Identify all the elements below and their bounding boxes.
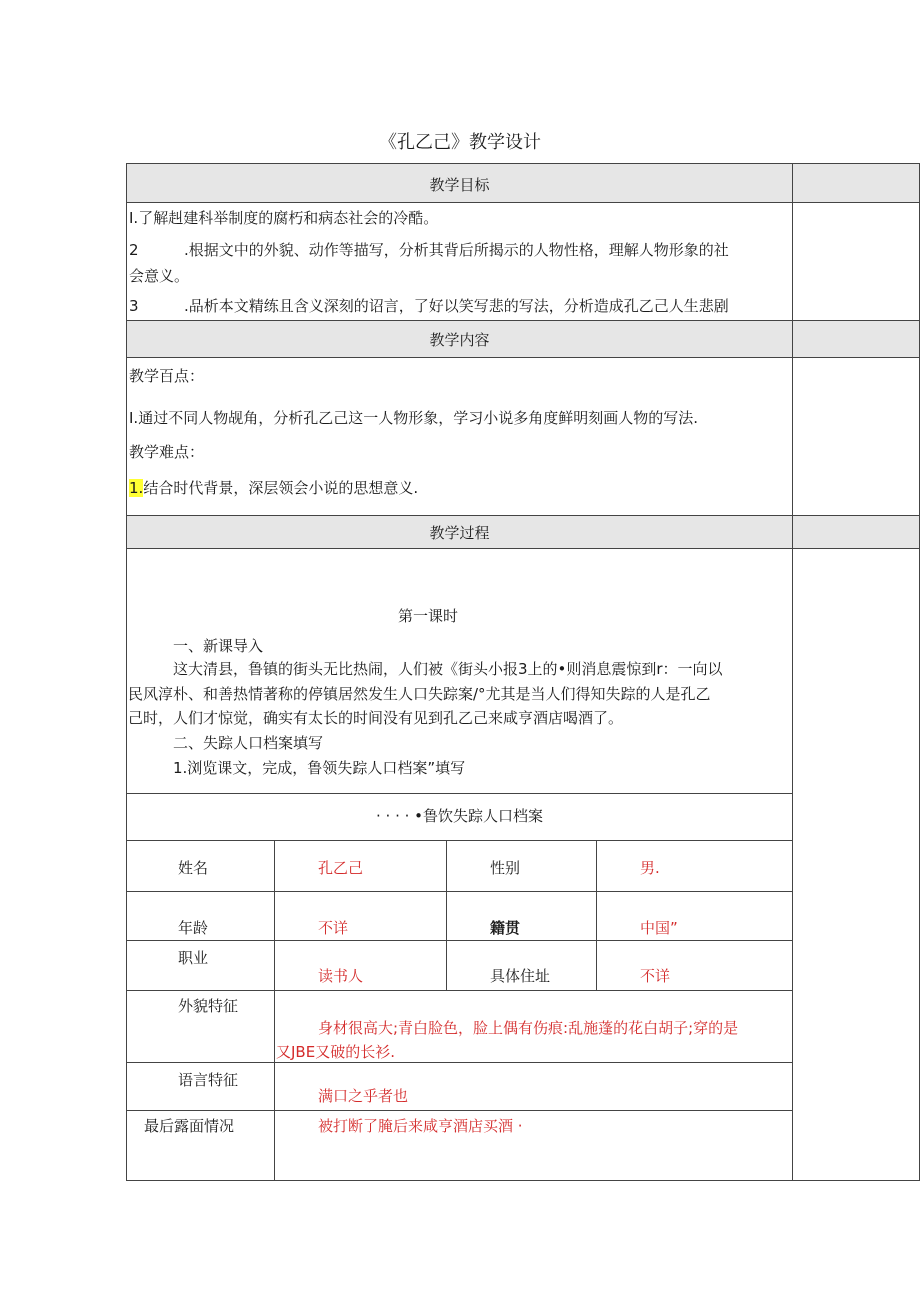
section-archive-heading: 二、失踪人口档案填写 <box>173 734 324 752</box>
goals-heading: 教学目标 <box>429 176 490 194</box>
appearance-line-1: 身材很高大;青白脸色，脸上偶有伤痕:乱施蓬的花白胡子;穿的是 <box>318 1019 739 1037</box>
age-value: 不详 <box>318 919 349 937</box>
goal-item-3-number: 3 <box>129 297 139 315</box>
speech-label: 语言特征 <box>178 1071 239 1089</box>
intro-paragraph-line2: 民风淳朴、和善热情著称的停镇居然发生人口失踪案/°尤其是当人们得知失踪的人是孔乙 <box>128 685 711 703</box>
origin-label: 籍贯 <box>490 919 521 937</box>
archive-row-divider-5 <box>126 1110 793 1111</box>
goal-item-2-number: 2 <box>129 241 139 259</box>
address-label: 具体住址 <box>490 967 551 985</box>
process-heading: 教学过程 <box>429 524 490 542</box>
speech-value: 满口之乎者也 <box>318 1087 409 1105</box>
section-intro-heading: 一、新课导入 <box>173 637 264 655</box>
archive-row-divider-3 <box>126 990 793 991</box>
difficulty-label: 教学难点： <box>129 443 205 461</box>
goal-item-2-cont: 会意义。 <box>129 267 190 285</box>
key-points-label: 教学百点： <box>129 367 205 385</box>
archive-row-divider-1 <box>126 891 793 892</box>
archive-row-divider-2 <box>126 940 793 941</box>
side-column-divider <box>792 163 793 1181</box>
name-value: 孔乙己 <box>318 859 364 877</box>
gender-label: 性别 <box>490 859 521 877</box>
appearance-line-2: 又JBE又破的长衫. <box>276 1043 395 1061</box>
goal-item-2: .根据文中的外貌、动作等描写，分析其背后所揭示的人物性格，理解人物形象的社 <box>184 241 729 259</box>
content-header-side <box>792 320 920 358</box>
occupation-value: 读书人 <box>318 967 364 985</box>
archive-col-divider-2 <box>446 840 447 990</box>
appearance-label: 外貌特征 <box>178 997 239 1015</box>
difficulty-number-highlight: 1. <box>129 479 144 497</box>
archive-title-border <box>126 840 793 841</box>
address-value: 不详 <box>640 967 671 985</box>
gender-value: 男. <box>640 859 660 877</box>
difficulty-text: 结合时代背景，深层领会小说的思想意义. <box>143 479 419 497</box>
archive-title: · · · · •鲁饮失踪人口档案 <box>376 807 543 825</box>
goal-item-3: .品析本文精练且含义深刻的诏言，了好以笑写悲的写法，分析造成孔乙己人生悲剧 <box>184 297 729 315</box>
key-point-item: I.通过不同人物觇角，分析孔乙己这一人物形象，学习小说多角度鲜明刻画人物的写法. <box>129 409 698 427</box>
archive-col-divider-3 <box>596 840 597 990</box>
lesson-title: 第一课时 <box>397 607 458 625</box>
occupation-label: 职业 <box>178 949 209 967</box>
goals-header-side <box>792 163 920 203</box>
process-header-side <box>792 515 920 549</box>
archive-task: 1.浏览课文，完成，鲁领失踪人口档案”填写 <box>173 759 466 777</box>
origin-value: 中国” <box>640 919 678 937</box>
difficulty-item <box>129 478 418 498</box>
age-label: 年龄 <box>178 919 209 937</box>
document-title: 《孔乙己》教学设计 <box>379 132 541 153</box>
goal-item-1: I.了解赳建科举制度的腐朽和病态社会的冷酷。 <box>129 209 439 227</box>
last-seen-label: 最后露面情况 <box>144 1117 235 1135</box>
content-heading: 教学内容 <box>429 331 490 349</box>
archive-top-border <box>126 793 793 794</box>
archive-row-divider-4 <box>126 1062 793 1063</box>
intro-paragraph-line1: 这大清县，鲁镇的街头无比热闹，人们被《街头小报3上的•则消息震惊到r：一向以 <box>173 660 723 678</box>
name-label: 姓名 <box>178 859 209 877</box>
intro-paragraph-line3: 己时，人们才惊觉，确实有太长的时间没有见到孔乙己来咸亨酒店喝酒了。 <box>128 709 624 727</box>
last-seen-value: 被打断了腌后来咸亨酒店买酒 · <box>318 1117 523 1135</box>
